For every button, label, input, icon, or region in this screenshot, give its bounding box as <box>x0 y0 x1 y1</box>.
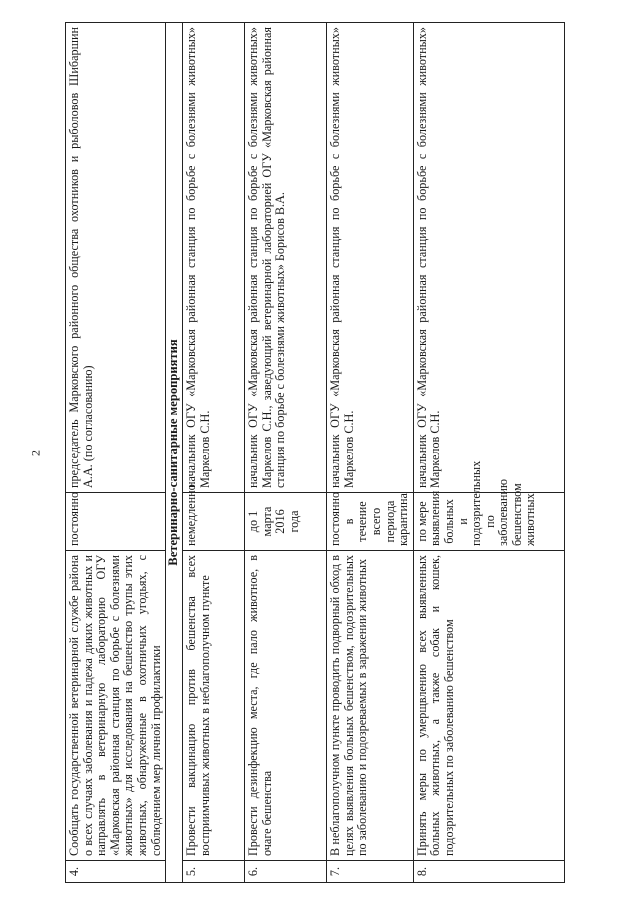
measure-responsible: начальник ОГУ «Марковская районная станция по борьбе с болезнями животных» Маркелов С.Н., заведующий ветеринарной лабораторией ОГУ «Марковская районная станция по борьбе с болезнями животных» Борисов В.А. <box>245 23 327 493</box>
row-number: 7. <box>327 861 414 883</box>
table-row <box>413 23 564 883</box>
table-row <box>183 23 245 883</box>
measure-text: Сообщать государственной ветеринарной службе района о всех случаях заболевания и падежа диких животных и направлять в ветеринарную лабораторию ОГУ «Марковская районная станция по борьбе с болезнями животных» для исследования на бешенство трупы этих животных, обнаруженные в охотничьих угодьях, с соблюдением мер личной профилактики <box>66 551 166 861</box>
measure-responsible: начальник ОГУ «Марковская районная станция по борьбе с болезнями животных» Маркелов С.Н. <box>183 23 245 493</box>
measure-term: немедленно <box>183 493 245 551</box>
measure-term: постоянно <box>66 493 166 551</box>
page-number: 2 <box>28 450 43 456</box>
measures-table <box>65 22 565 883</box>
measure-text: Провести вакцинацию против бешенства всех восприимчивых животных в неблагополучном пункте <box>183 551 245 861</box>
document-sheet <box>65 23 565 883</box>
measure-text: Принять меры по умерщвлению всех выявленных больных животных, а также собак и кошек, подозрительных по заболеванию бешенством <box>413 551 564 861</box>
measure-term: до 1 марта 2016 года <box>245 493 327 551</box>
table-row <box>327 23 414 883</box>
measure-responsible: начальник ОГУ «Марковская районная станция по борьбе с болезнями животных» Маркелов С.Н. <box>327 23 414 493</box>
measure-text: Провести дезинфекцию места, где пало животное, в очаге бешенства <box>245 551 327 861</box>
measure-term: по мере выявления больных и подозрительных по заболеванию бешенством животных <box>413 493 564 551</box>
measure-responsible: начальник ОГУ «Марковская районная станция по борьбе с болезнями животных» Маркелов С.Н. <box>413 23 564 493</box>
table-row <box>245 23 327 883</box>
row-number: 5. <box>183 861 245 883</box>
row-number: 6. <box>245 861 327 883</box>
measure-text: В неблагополучном пункте проводить подворный обход в целях выявления больных бешенством, подозрительных по заболеванию и подозреваемых в заражении животных <box>327 551 414 861</box>
measure-term: постоянно в течение всего периода карантина <box>327 493 414 551</box>
table-row <box>66 23 166 883</box>
section-title: Ветеринарно-санитарные мероприятия <box>166 23 183 883</box>
section-row <box>166 23 183 883</box>
measure-responsible: председатель Марковского районного общества охотников и рыболовов Шибаршин А.А. (по согласованию) <box>66 23 166 493</box>
row-number: 8. <box>413 861 564 883</box>
row-number: 4. <box>66 861 166 883</box>
